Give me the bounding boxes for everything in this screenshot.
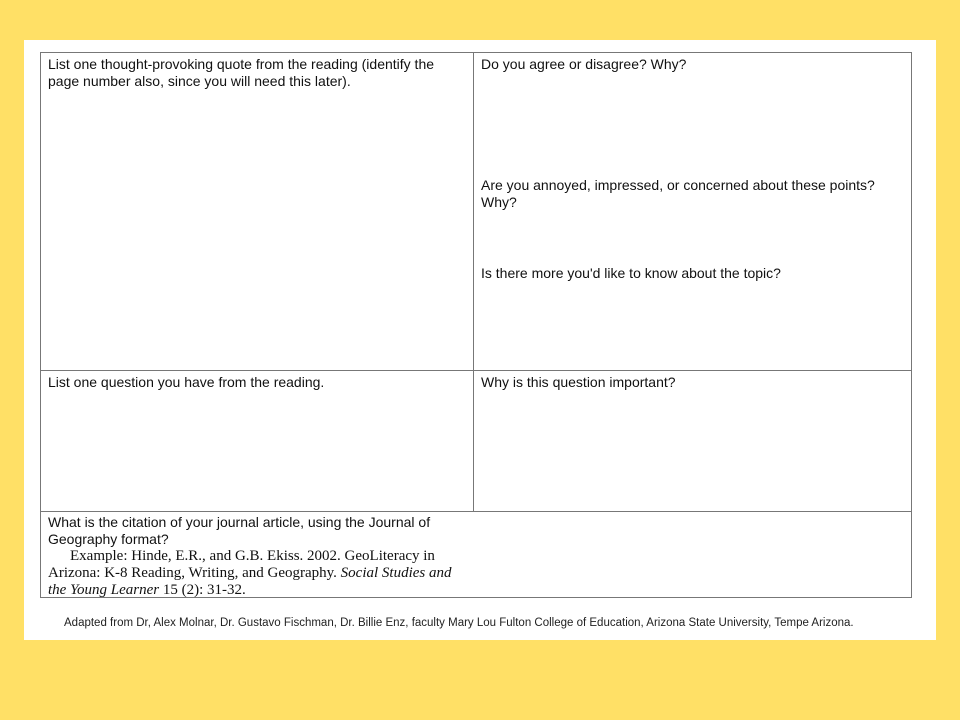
importance-cell	[474, 371, 911, 511]
response-cell	[474, 53, 911, 370]
annoyed-prompt: Are you annoyed, impressed, or concerned about these points? Why?	[481, 177, 875, 210]
footer-credit: Adapted from Dr, Alex Molnar, Dr. Gustavo Fischman, Dr. Billie Enz, faculty Mary Lou Fulton College of Education, Arizona State University, Tempe Arizona.	[64, 617, 854, 629]
example-text-1: Example: Hinde, E.R., and G.B. Ekiss. 2002. GeoLiteracy in Arizona: K-8 Reading, Writing, and Geography.	[48, 548, 435, 581]
example-text-2: 15 (2): 31-32.	[162, 582, 246, 598]
citation-prompt: What is the citation of your journal article, using the Journal of Geography format?	[48, 514, 431, 547]
quote-prompt: List one thought-provoking quote from the reading (identify the page number also, since you will need this later).	[48, 56, 435, 89]
worksheet-table	[40, 52, 912, 598]
citation-cell	[41, 512, 473, 598]
citation-example	[48, 548, 466, 599]
question-prompt: List one question you have from the reading.	[48, 374, 325, 390]
more-prompt: Is there more you'd like to know about the topic?	[481, 265, 781, 281]
example-journal: Social Studies and the Young Learner	[48, 565, 452, 598]
agree-prompt: Do you agree or disagree? Why?	[481, 56, 687, 72]
quote-cell	[41, 53, 473, 370]
why-important-prompt: Why is this question important?	[481, 374, 676, 390]
worksheet-page	[24, 40, 936, 640]
question-cell	[41, 371, 473, 511]
